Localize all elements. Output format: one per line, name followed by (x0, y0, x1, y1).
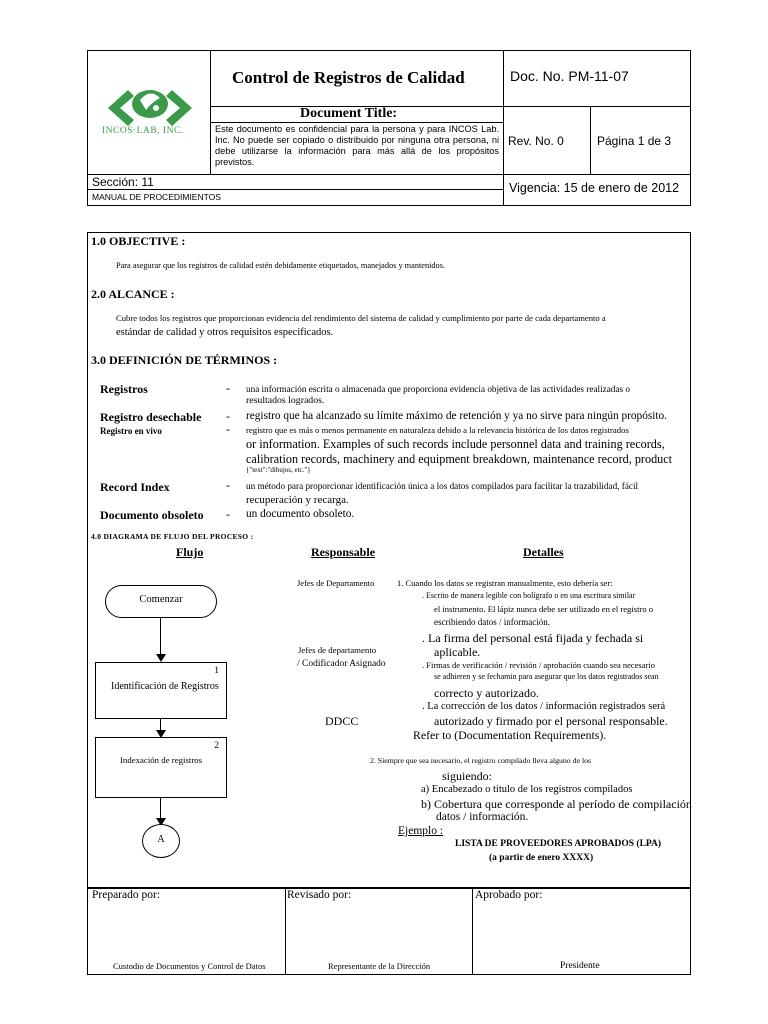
term-registros: Registros (100, 382, 148, 396)
def-registros-1: una información escrita o almacenada que proporciona evidencia objetiva de las actividades realizadas o (246, 384, 630, 394)
def-registro-en-vivo-2: or information. Examples of such records include personnel data and training records, (246, 437, 665, 451)
detail-1: 1. Cuando los datos se registran manualmente, esto debería ser: (397, 578, 613, 588)
responsable-2a: Jefes de departamento (298, 645, 377, 655)
detail-2c-1: b) Cobertura que corresponde al período de compilación (421, 797, 692, 811)
detail-1e: Refer to (Documentation Requirements). (413, 728, 607, 742)
col-responsable: Responsable (311, 545, 376, 559)
footer-divider (285, 888, 286, 975)
approved-by-label: Aprobado por: (475, 889, 543, 901)
flow-step-1 (95, 662, 227, 719)
vigencia-date: Vigencia: 15 de enero de 2012 (509, 181, 680, 195)
def-record-index-1: un método para proporcionar identificación única a los datos compilados para facilitar la trazabilidad, fácil (246, 481, 639, 491)
approved-by-role: Presidente (560, 961, 600, 971)
term-documento-obsoleto: Documento obsoleto (100, 508, 204, 522)
example-lpa-subtitle: (a partir de enero XXXX) (489, 853, 594, 863)
term-dash: - (226, 409, 230, 423)
footer-divider (472, 888, 473, 975)
responsable-2b: / Codificador Asignado (297, 659, 386, 669)
flow-arrow-head (156, 654, 166, 662)
document-title-label: Document Title: (300, 106, 398, 121)
def-documento-obsoleto: un documento obsoleto. (246, 508, 355, 520)
flow-step-2-number: 2 (214, 741, 219, 751)
def-registros-2: resultados logrados. (246, 395, 325, 406)
company-name: INCOS·LAB, INC. (102, 126, 184, 136)
responsable-1: Jefes de Departamento (297, 578, 375, 588)
detail-1b-1: . La firma del personal está fijada y fechada si (422, 631, 644, 645)
detail-1b-2: aplicable. (434, 645, 481, 659)
header-divider-logo (210, 50, 211, 175)
header-divider-right (503, 50, 504, 206)
term-dash: - (226, 381, 230, 395)
prepared-by-role: Custodio de Documentos y Control de Datos (113, 961, 266, 971)
def-record-index-2: recuperación y recarga. (246, 494, 349, 506)
flow-step-1-label: Identificación de Registros (111, 681, 219, 692)
logo-mark-icon (100, 78, 200, 126)
detail-1c-1: . Firmas de verificación / revisión / aprobación cuando sea necesario (422, 660, 655, 670)
detail-1a-1: . Escrito de manera legible con bolígrafo o en una escritura similar (422, 591, 636, 600)
flow-start-terminator (105, 585, 217, 618)
section-3-heading: 3.0 DEFINICIÓN DE TÉRMINOS : (91, 353, 278, 367)
prepared-by-label: Preparado por: (92, 889, 161, 901)
def-registro-desechable: registro que ha alcanzado su límite máximo de retención y ya no sirve para ningún propósito. (246, 410, 668, 422)
detail-1c-3: correcto y autorizado. (434, 686, 539, 700)
def-registro-en-vivo-4: {"text":"dibujos, etc."} (246, 466, 311, 474)
example-lpa-title: LISTA DE PROVEEDORES APROBADOS (LPA) (455, 839, 662, 849)
company-logo (100, 78, 200, 138)
section-4-heading: 4.0 DIAGRAMA DE FLUJO DEL PROCESO : (91, 532, 254, 541)
section-2-line2: estándar de calidad y otros requisitos especificados. (116, 327, 334, 338)
flow-connector-label: A (157, 834, 165, 845)
page-number: Página 1 de 3 (597, 134, 672, 148)
header-divider-rev (590, 106, 591, 174)
flow-step-2 (95, 737, 227, 798)
flow-arrow (160, 798, 161, 818)
flow-start-label: Comenzar (139, 594, 183, 605)
term-record-index: Record Index (100, 480, 170, 494)
detail-2-intro: siguiendo: (442, 769, 492, 783)
flow-step-2-label: Indexación de registros (120, 755, 203, 765)
doc-main-title: Control de Registros de Calidad (232, 68, 465, 87)
header-hline-section (87, 174, 691, 175)
detail-2: 2. Siempre que sea necesario, el registro compilado lleva alguno de los (370, 756, 592, 765)
term-dash: - (226, 478, 230, 492)
section-number: Sección: 11 (92, 175, 154, 189)
term-dash: - (226, 422, 230, 436)
detail-1a-2: el instrumento. El lápiz nunca debe ser utilizado en el registro o (434, 604, 654, 614)
def-registro-en-vivo-3: calibration records, machinery and equipment breakdown, maintenance record, product (246, 452, 673, 466)
section-2-line1: Cubre todos los registros que proporcionan evidencia del rendimiento del sistema de calidad y cumplimiento por parte de cada departamento a (116, 313, 606, 323)
section-1-heading: 1.0 OBJECTIVE : (91, 234, 186, 248)
reviewed-by-label: Revisado por: (287, 889, 352, 901)
doc-number: Doc. No. PM-11-07 (510, 68, 629, 84)
flow-arrow (160, 618, 161, 654)
confidential-notice: Este documento es confidencial para la persona y para INCOS Lab. Inc. No puede ser copiado o distribuido por ninguna otra persona, ni debe utilizarse la información para más allá de los propósitos previstos. (215, 124, 499, 167)
detail-1d-2: autorizado y firmado por el personal responsable. (434, 714, 668, 728)
term-registro-en-vivo: Registro en vivo (100, 426, 162, 436)
header-hline-title (210, 106, 691, 107)
example-label: Ejemplo : (398, 825, 444, 837)
manual-name: MANUAL DE PROCEDIMIENTOS (92, 192, 221, 202)
col-flujo: Flujo (176, 545, 204, 559)
detail-2a: a) Encabezado o título de los registros compilados (421, 784, 633, 795)
flow-step-1-number: 1 (214, 666, 219, 676)
footer-right-border (690, 888, 691, 975)
flow-arrow (160, 719, 161, 730)
revision-number: Rev. No. 0 (508, 134, 564, 148)
detail-1d-1: . La corrección de los datos / información registrados será (422, 701, 666, 712)
detail-1c-2: se adhieren y se fechamin para asegurar que los datos registrados sean (434, 672, 659, 681)
responsable-3: DDCC (325, 714, 359, 728)
footer-bottom-line (87, 974, 691, 975)
section-2-heading: 2.0 ALCANCE : (91, 287, 175, 301)
reviewed-by-role: Representante de la Dirección (328, 961, 431, 971)
header-hline-doctitle (210, 122, 503, 123)
term-dash: - (226, 507, 230, 521)
footer-left-border (87, 888, 88, 975)
detail-2c-2: datos / información. (436, 811, 529, 823)
col-detalles: Detalles (523, 545, 564, 559)
term-registro-desechable: Registro desechable (100, 410, 202, 424)
footer-top-line (87, 888, 691, 889)
flow-connector-a (142, 824, 180, 858)
detail-1a-3: escribiendo datos / información. (434, 617, 550, 627)
section-1-text: Para asegurar que los registros de calidad estén debidamente etiquetados, manejados y mantenidos. (116, 261, 446, 270)
def-registro-en-vivo-1: registro que es más o menos permanente en naturaleza debido a la relevancia histórica de los datos registrados (246, 425, 629, 435)
section-underline (87, 189, 503, 190)
